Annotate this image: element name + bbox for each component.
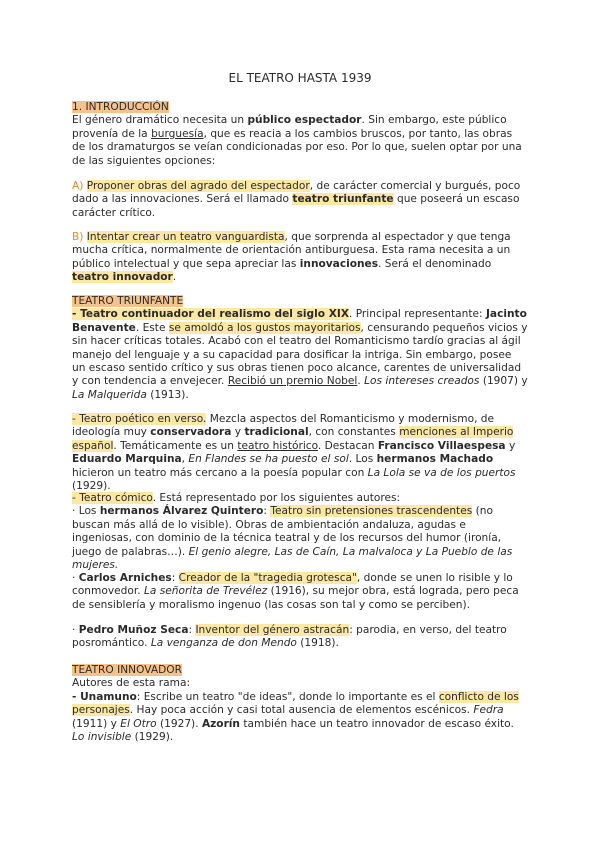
- intro-section: [72, 101, 528, 168]
- comico-paragraph: - Teatro cómico. Está representado por los siguientes autores: · Los hermanos Álvarez Quintero: Teatro sin pretensiones trascendentes (no buscan más allá de lo visible). Obras de ambientación andaluza, agudas e ingeniosas, con dominio de la técnica teatral y de los recursos del humor (ironía, juego de palabras…). El genio alegre, Las de Caín, La malvaloca y La Pueblo de las mujeres.: [72, 492, 513, 572]
- poetico-paragraph: - Teatro poético en verso. Mezcla aspectos del Romanticismo y modernismo, de ideología muy conservadora y tradicional, con constantes menciones al Imperio español. Temáticamente es un teatro histórico. Destacan Francisco Villaespesa y Eduardo Marquina, En Flandes se ha puesto el sol. Los hermanos Machado hicieron un teatro más cercano a la poesía popular con La Lola se va de los puertos (1929).: [72, 413, 516, 493]
- option-a: A) Proponer obras del agrado del espectador, de carácter comercial y burgués, poco dado a las innovaciones. Será el llamado teatro triunfante que poseerá un escaso carácter crítico.: [72, 180, 521, 219]
- innovador-section: TEATRO INNOVADOR Autores de esta rama: - Unamuno: Escribe un teatro "de ideas", donde lo importante es el conflicto de los personajes. Hay poca acción y casi total ausencia de elementos escénicos. Fedra (1911) y El Otro (1927). Azorín también hace un teatro innovador de escaso éxito. Lo invisible (1929).: [72, 664, 528, 744]
- realismo-paragraph: - Teatro continuador del realismo del siglo XIX. Principal representante: Jacinto Benavente. Este se amoldó a los gustos mayoritarios, censurando pequeños vicios y sin hacer críticas totales. Acabó con el teatro del Romanticismo tardío gracias al ágil manejo del lenguaje y a su capacidad para dosificar la intriga. Sin embargo, posee un escaso sentido crítico y sus obras tienen poco alcance, carentes de universalidad y con tendencia a envejecer. Recibió un premio Nobel. Los intereses creados (1907) y La Malquerida (1913).: [72, 308, 528, 401]
- intro-paragraph: El género dramático necesita un público espectador. Sin embargo, este público provenía de la burguesía, que es reacia a los cambios bruscos, por tanto, las obras de los dramaturgos se veían condicionadas por eso. Por lo que, suelen optar por una de las siguientes opciones:: [72, 114, 522, 167]
- intro-heading: 1. INTRODUCCIÓN: [72, 101, 169, 113]
- triunfante-heading: TEATRO TRIUNFANTE: [72, 295, 184, 307]
- innovador-heading: TEATRO INNOVADOR: [72, 664, 182, 676]
- munoz-seca-paragraph: · Pedro Muñoz Seca: Inventor del género astracán: parodia, en verso, del teatro posromántico. La venganza de don Mendo (1918).: [72, 624, 507, 650]
- document-title: EL TEATRO HASTA 1939: [228, 71, 372, 85]
- option-b: B) Intentar crear un teatro vanguardista, que sorprenda al espectador y que tenga mucha crítica, normalmente de orientación antiburguesa. Esta rama necesita a un público intelectual y que sepa apreciar las innovaciones. Será el denominado teatro innovador.: [72, 231, 511, 284]
- triunfante-section: [72, 295, 528, 402]
- unamuno-paragraph: - Unamuno: Escribe un teatro "de ideas", donde lo importante es el conflicto de los personajes. Hay poca acción y casi total ausencia de elementos escénicos. Fedra (1911) y El Otro (1927). Azorín también hace un teatro innovador de escaso éxito. Lo invisible (1929).: [72, 690, 519, 744]
- arniches-paragraph: · Carlos Arniches: Creador de la "tragedia grotesca", donde se unen lo risible y lo conmovedor. La señorita de Trevélez (1916), su mejor obra, está lograda, pero peca de sensiblería y moralismo ingenuo (las cosas son tal y como se perciben).: [72, 572, 519, 611]
